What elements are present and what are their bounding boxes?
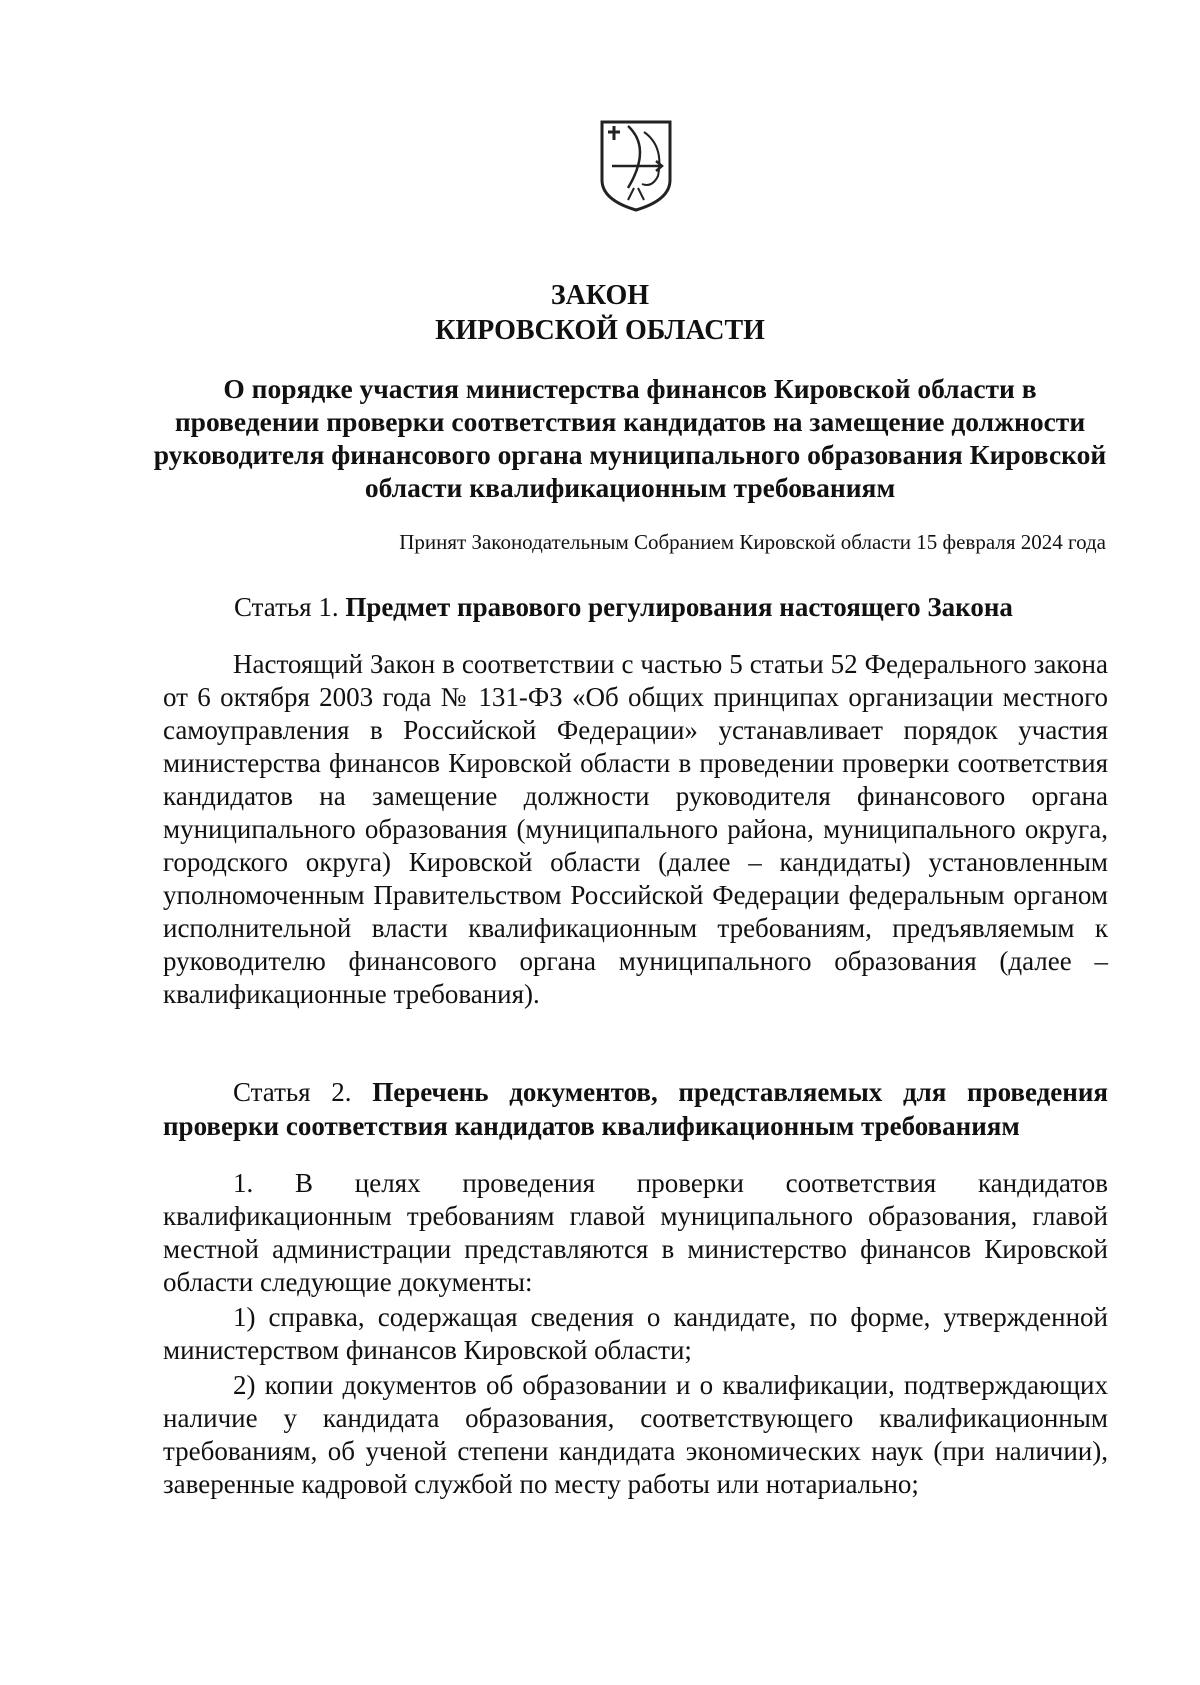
list-item: 1. В целях проведения проверки соответствия кандидатов квалификационным требованиям главой муниципального образования, главой местной администрации представляются в министерство финансов Кировской области следующие документы: [163,1168,1108,1297]
law-subtitle: О порядке участия министерства финансов Кировской области в проведении проверки соответствия кандидатов на замещение должности руководителя финансового органа муниципального образования Кировской области квалификационным требованиям [153,373,1107,503]
article-2-subitem-2 [163,1369,1108,1501]
article-2-title: Перечень документов, представляемых для проведения проверки соответствия кандидатов квалификационным требованиям [163,1077,1109,1141]
article-2-item-1 [163,1167,1108,1299]
article-2-subitem-1 [163,1301,1108,1367]
article-2-heading [163,1075,1108,1143]
article-2-label: Статья 2. [233,1077,352,1107]
article-1-title: Предмет правового регулирования настоящего Закона [345,592,1013,622]
article-1-heading [234,590,1114,624]
title-line-1: ЗАКОН [550,280,650,311]
list-item: 1) справка, содержащая сведения о кандидате, по форме, утвержденной министерством финансов Кировской области; [163,1302,1108,1365]
adoption-note: Принят Законодательным Собранием Кировской области 15 февраля 2024 года [399,530,1106,554]
coat-of-arms-icon [598,118,674,214]
article-1-label: Статья 1. [234,592,339,622]
title-line-2: КИРОВСКОЙ ОБЛАСТИ [435,315,765,346]
list-item: 2) копии документов об образовании и о квалификации, подтверждающих наличие у кандидата образования, соответствующего квалификационным требованиям, об ученой степени кандидата экономических наук (при наличии), заверенные кадровой службой по месту работы или нотариально; [163,1370,1108,1499]
document-title [0,278,1200,348]
article-1-paragraph: Настоящий Закон в соответствии с частью 5 статьи 52 Федерального закона от 6 октября 2003 года № 131-ФЗ «Об общих принципах организации местного самоуправления в Российской Федерации» устанавливает порядок участия министерства финансов Кировской области в проведении проверки соответствия кандидатов на замещение должности руководителя финансового органа муниципального образования (муниципального района, муниципального округа, городского округа) Кировской области (далее – кандидаты) установленным уполномоченным Правительством Российской Федерации федеральным органом исполнительной власти квалификационным требованиям, предъявляемым к руководителю финансового органа муниципального образования (далее – квалификационные требования). [163,649,1108,1009]
article-1-text [163,648,1108,1011]
